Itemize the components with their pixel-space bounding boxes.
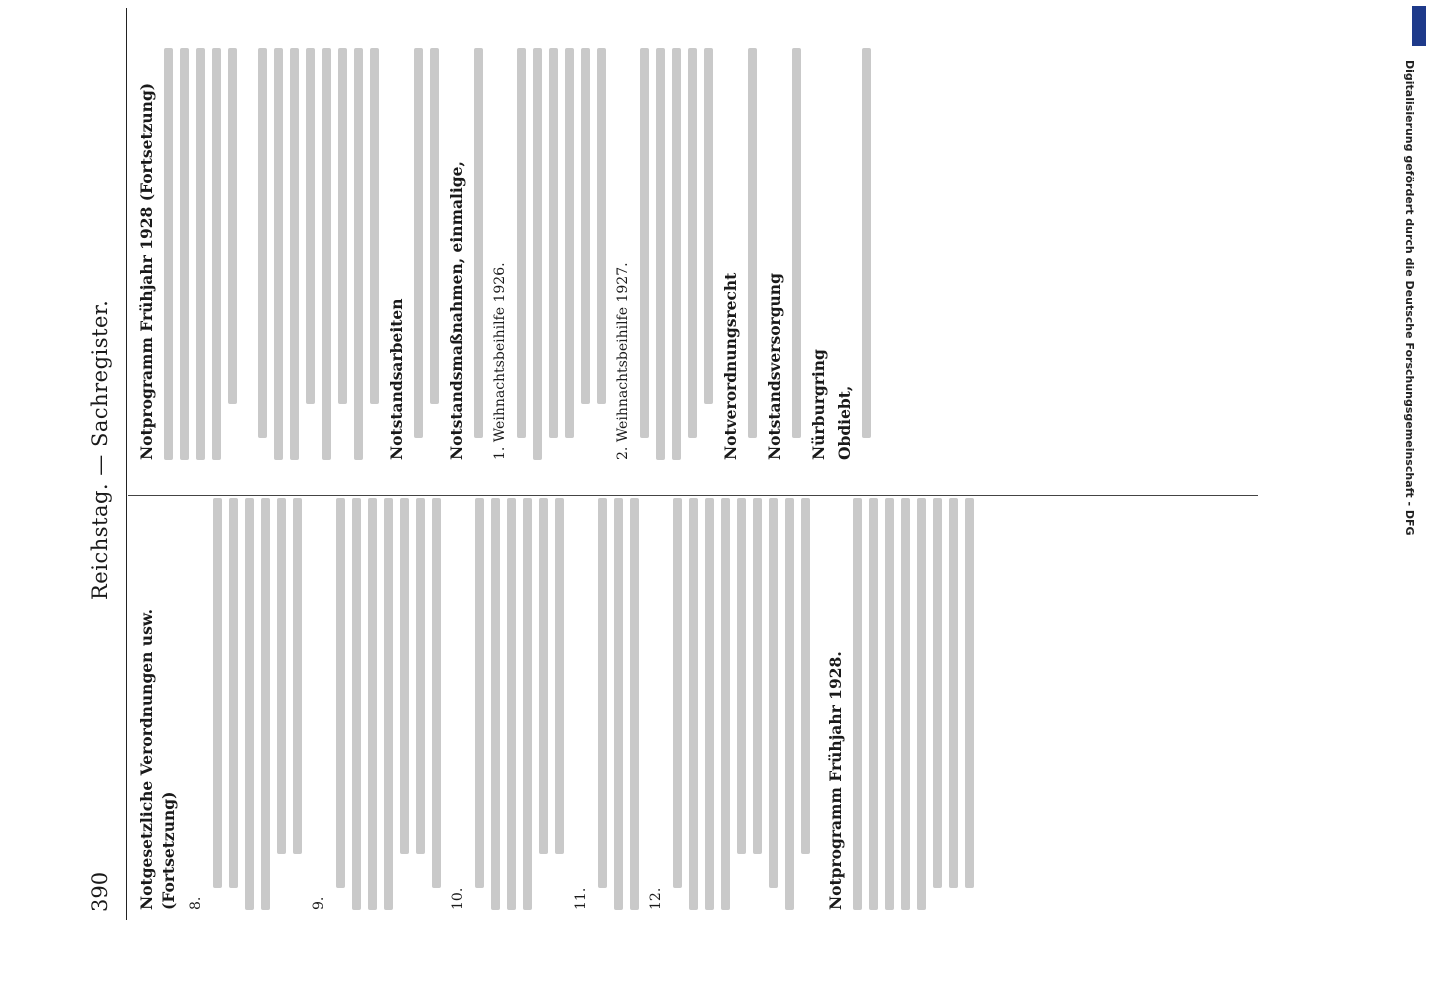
text-line-placeholder: [917, 498, 926, 910]
text-line-placeholder: [748, 48, 757, 438]
right-heading: Notstandsversorgung: [765, 273, 784, 460]
text-line-placeholder: [597, 48, 606, 404]
text-line-placeholder: [229, 498, 238, 888]
text-line-placeholder: [539, 498, 548, 854]
text-line-placeholder: [475, 498, 484, 888]
text-line-placeholder: [565, 48, 574, 438]
right-heading: Notstandsmaßnahmen, einmalige,: [447, 161, 466, 460]
text-line-placeholder: [196, 48, 205, 460]
text-line-placeholder: [704, 48, 713, 404]
text-line-placeholder: [336, 498, 345, 888]
text-line-placeholder: [228, 48, 237, 404]
text-line-placeholder: [598, 498, 607, 888]
text-line-placeholder: [414, 48, 423, 438]
entry-number: 8.: [188, 896, 204, 910]
text-line-placeholder: [792, 48, 801, 438]
text-line-placeholder: [549, 48, 558, 438]
text-line-placeholder: [261, 498, 270, 910]
text-line-placeholder: [869, 498, 878, 910]
text-line-placeholder: [384, 498, 393, 910]
text-line-placeholder: [640, 48, 649, 438]
text-line-placeholder: [705, 498, 714, 910]
right-column: [136, 48, 878, 460]
text-line-placeholder: [801, 498, 810, 854]
text-line-placeholder: [949, 498, 958, 888]
text-line-placeholder: [507, 498, 516, 910]
text-line-placeholder: [368, 498, 377, 910]
left-column-second-heading: Notprogramm Frühjahr 1928.: [826, 651, 845, 910]
digitization-credit: Digitalisierung gefördert durch die Deutsche Forschungsgemeinschaft - DFG: [1403, 60, 1416, 536]
right-column-heading: Notprogramm Frühjahr 1928 (Fortsetzung): [137, 82, 156, 460]
right-heading: Notverordnungsrecht: [721, 272, 740, 460]
text-line-placeholder: [213, 498, 222, 888]
header-rule: [126, 8, 127, 920]
right-heading: Nürburgring: [809, 349, 828, 460]
text-line-placeholder: [581, 48, 590, 404]
text-line-placeholder: [688, 48, 697, 438]
text-line-placeholder: [322, 48, 331, 460]
text-line-placeholder: [517, 48, 526, 438]
running-title: Reichstag. — Sachregister.: [88, 299, 112, 600]
page-header: [78, 0, 126, 1000]
entry-number: 11.: [573, 887, 589, 910]
text-line-placeholder: [180, 48, 189, 460]
text-line-placeholder: [491, 498, 500, 910]
text-line-placeholder: [258, 48, 267, 438]
text-line-placeholder: [753, 498, 762, 854]
text-line-placeholder: [474, 48, 483, 438]
text-line-placeholder: [630, 498, 639, 910]
text-line-placeholder: [400, 498, 409, 854]
text-line-placeholder: [338, 48, 347, 404]
left-column-heading: Notgesetzliche Verordnungen usw. (Fortsetzung): [137, 609, 178, 910]
left-column: [136, 498, 981, 910]
text-line-placeholder: [277, 498, 286, 854]
text-line-placeholder: [965, 498, 974, 888]
text-line-placeholder: [785, 498, 794, 910]
text-line-placeholder: [721, 498, 730, 910]
text-line-placeholder: [689, 498, 698, 910]
text-line-placeholder: [769, 498, 778, 888]
entry-number: 9.: [311, 896, 327, 910]
text-line-placeholder: [523, 498, 532, 910]
text-line-placeholder: [737, 498, 746, 854]
text-line-placeholder: [656, 48, 665, 460]
text-line-placeholder: [901, 498, 910, 910]
numbered-item: 1. Weihnachtsbeihilfe 1926.: [492, 262, 508, 460]
text-line-placeholder: [673, 498, 682, 888]
text-line-placeholder: [293, 498, 302, 854]
right-heading: Obdiebt,: [835, 385, 854, 460]
entry-number: 10.: [450, 887, 466, 910]
text-line-placeholder: [533, 48, 542, 460]
text-line-placeholder: [274, 48, 283, 460]
entry-number: 12.: [648, 887, 664, 910]
right-heading: Notstandsarbeiten: [387, 298, 406, 460]
text-line-placeholder: [306, 48, 315, 404]
text-line-placeholder: [290, 48, 299, 460]
text-line-placeholder: [352, 498, 361, 910]
text-line-placeholder: [430, 48, 439, 404]
column-divider: [128, 495, 1258, 496]
text-line-placeholder: [672, 48, 681, 460]
page-number: 390: [88, 871, 112, 912]
text-line-placeholder: [164, 48, 173, 460]
text-line-placeholder: [853, 498, 862, 910]
rotated-text-block: [78, 0, 1408, 1000]
text-line-placeholder: [245, 498, 254, 910]
dfg-logo: [1412, 6, 1426, 46]
text-line-placeholder: [370, 48, 379, 404]
text-line-placeholder: [416, 498, 425, 854]
text-line-placeholder: [354, 48, 363, 460]
text-line-placeholder: [432, 498, 441, 888]
numbered-item: 2. Weihnachtsbeihilfe 1927.: [615, 262, 631, 460]
text-line-placeholder: [933, 498, 942, 888]
text-line-placeholder: [212, 48, 221, 460]
text-line-placeholder: [555, 498, 564, 854]
text-line-placeholder: [862, 48, 871, 438]
text-line-placeholder: [614, 498, 623, 910]
text-line-placeholder: [885, 498, 894, 910]
